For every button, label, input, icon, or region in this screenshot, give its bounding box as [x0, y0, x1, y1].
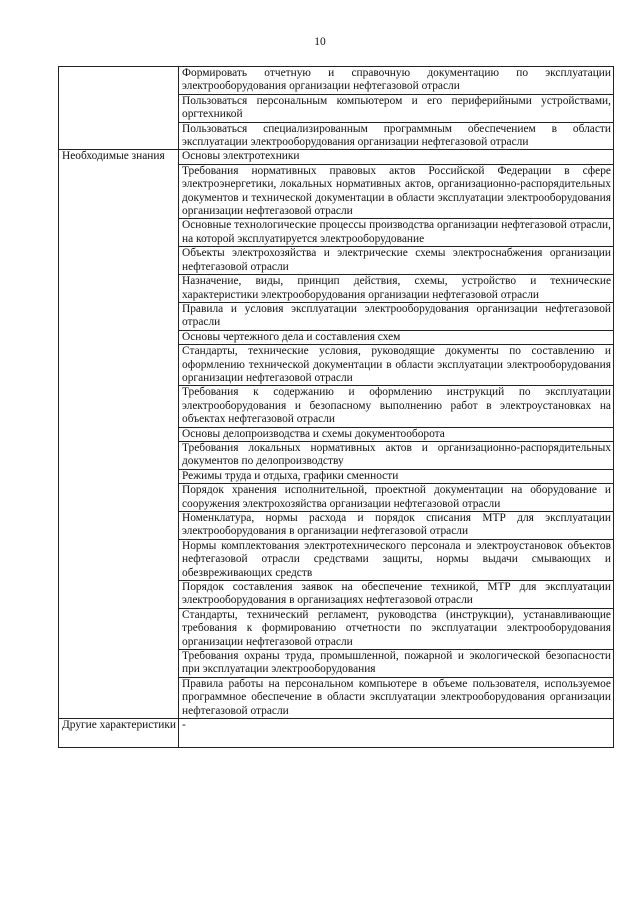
requirement-item: Объекты электрохозяйства и электрические схемы электроснабжения организации нефтегазовой отрасли — [179, 247, 614, 275]
section-label — [59, 67, 179, 150]
requirements-table-body — [59, 67, 614, 748]
requirement-item: Правила работы на персональном компьютере в объеме пользователя, используемое программное обеспечение в области эксплуатации электрооборудования организации нефтегазовой отрасли — [179, 677, 614, 718]
requirement-item: - — [179, 719, 614, 748]
table-row — [59, 67, 614, 95]
requirement-item: Требования локальных нормативных актов и организационно-распорядительных документов по делопроизводству — [179, 441, 614, 469]
requirement-item: Формировать отчетную и справочную документацию по эксплуатации электрооборудования организации нефтегазовой отрасли — [179, 67, 614, 95]
requirement-item: Стандарты, технические условия, руководящие документы по составлению и оформлению технической документации в области эксплуатации электрооборудования организации нефтегазовой отрасли — [179, 345, 614, 386]
requirement-item: Требования к содержанию и оформлению инструкций по эксплуатации электрооборудования и безопасному выполнению работ в электроустановках на объектах нефтегазовой отрасли — [179, 386, 614, 427]
requirement-item: Пользоваться специализированным программным обеспечением в области эксплуатации электрооборудования организации нефтегазовой отрасли — [179, 122, 614, 150]
requirement-item: Режимы труда и отдыха, графики сменности — [179, 469, 614, 483]
requirement-item: Требования нормативных правовых актов Российской Федерации в сфере электроэнергетики, локальных нормативных актов, организационно-распорядительных документов и технической документации в области эксплуатации электрооборудования организации нефтегазовой отрасли — [179, 164, 614, 219]
section-label: Необходимые знания — [59, 150, 179, 719]
table-row — [59, 719, 614, 748]
requirement-item: Номенклатура, нормы расхода и порядок списания МТР для эксплуатации электрооборудования в организации нефтегазовой отрасли — [179, 512, 614, 540]
requirement-item: Пользоваться персональным компьютером и его периферийными устройствами, оргтехникой — [179, 94, 614, 122]
requirement-item: Нормы комплектования электротехнического персонала и электроустановок объектов нефтегазовой отрасли средствами защиты, нормы выдачи смывающих и обезвреживающих средств — [179, 539, 614, 580]
requirement-item: Стандарты, технический регламент, руководства (инструкции), устанавливающие требования к формированию отчетности по эксплуатации электрооборудования организации нефтегазовой отрасли — [179, 608, 614, 649]
requirement-item: Порядок составления заявок на обеспечение техникой, МТР для эксплуатации электрооборудования в организациях нефтегазовой отрасли — [179, 581, 614, 609]
table-row — [59, 150, 614, 164]
requirement-item: Порядок хранения исполнительной, проектной документации на оборудование и сооружения электрохозяйства организации нефтегазовой отрасли — [179, 484, 614, 512]
page-number: 10 — [314, 36, 326, 48]
requirement-item: Основные технологические процессы производства организации нефтегазовой отрасли, на которой эксплуатируется электрооборудование — [179, 219, 614, 247]
requirements-table — [58, 66, 614, 748]
requirement-item: Основы чертежного дела и составления схем — [179, 330, 614, 344]
requirement-item: Требования охраны труда, промышленной, пожарной и экологической безопасности при эксплуатации электрооборудования — [179, 650, 614, 678]
requirement-item: Основы делопроизводства и схемы документооборота — [179, 427, 614, 441]
requirement-item: Основы электротехники — [179, 150, 614, 164]
section-label: Другие характеристики — [59, 719, 179, 748]
requirement-item: Назначение, виды, принцип действия, схемы, устройство и технические характеристики электрооборудования организации нефтегазовой отрасли — [179, 275, 614, 303]
requirement-item: Правила и условия эксплуатации электрооборудования организации нефтегазовой отрасли — [179, 302, 614, 330]
